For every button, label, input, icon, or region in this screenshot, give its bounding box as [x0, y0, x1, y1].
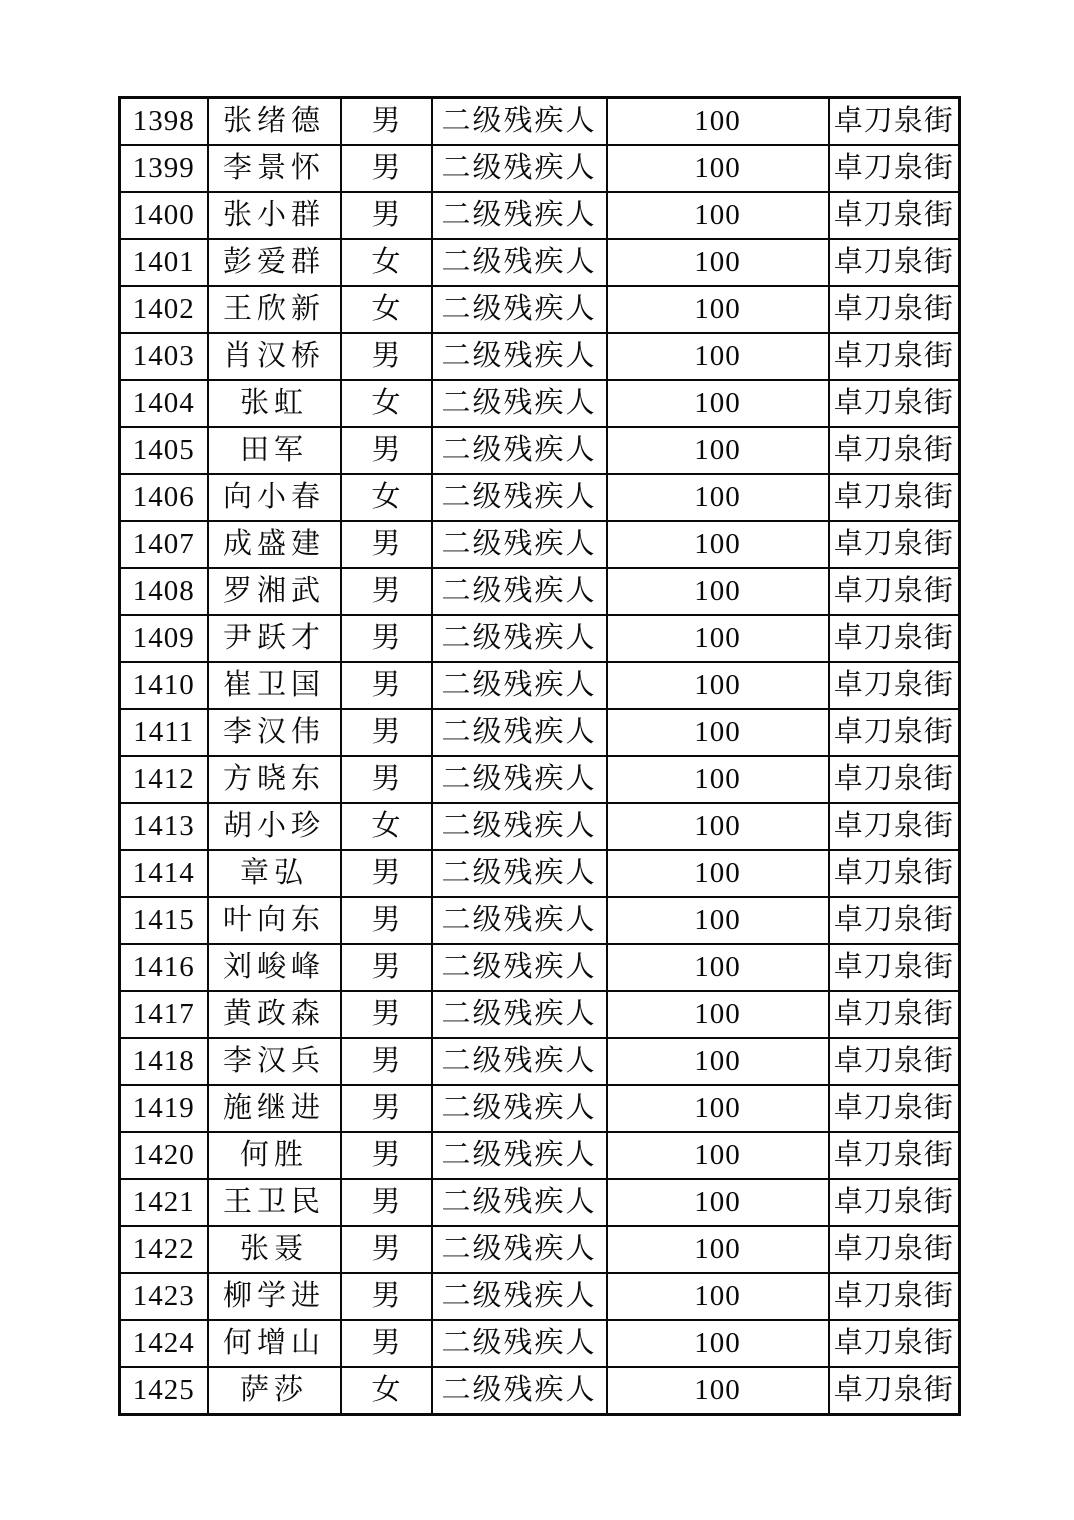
row-street-cell: 卓刀泉街: [829, 380, 960, 427]
row-gender-cell: 女: [341, 286, 432, 333]
row-gender-cell: 男: [341, 897, 432, 944]
row-category-cell: 二级残疾人: [432, 1273, 607, 1320]
row-street-cell: 卓刀泉街: [829, 897, 960, 944]
table-row: [120, 1179, 960, 1226]
row-name-cell: 施继进: [208, 1085, 341, 1132]
row-name-cell: 张绪德: [208, 98, 341, 146]
row-no-cell: 1414: [120, 850, 208, 897]
row-gender-cell: 女: [341, 380, 432, 427]
row-no-cell: 1413: [120, 803, 208, 850]
row-name-cell: 王欣新: [208, 286, 341, 333]
row-no-cell: 1407: [120, 521, 208, 568]
row-category-cell: 二级残疾人: [432, 615, 607, 662]
table-row: [120, 1132, 960, 1179]
row-no-cell: 1399: [120, 145, 208, 192]
row-name-cell: 张小群: [208, 192, 341, 239]
row-amount-cell: 100: [607, 662, 829, 709]
row-name-cell: 柳学进: [208, 1273, 341, 1320]
table-row: [120, 850, 960, 897]
row-name-cell: 何增山: [208, 1320, 341, 1367]
row-gender-cell: 男: [341, 1320, 432, 1367]
row-amount-cell: 100: [607, 474, 829, 521]
table-row: [120, 192, 960, 239]
row-gender-cell: 男: [341, 756, 432, 803]
row-category-cell: 二级残疾人: [432, 1132, 607, 1179]
row-gender-cell: 男: [341, 1179, 432, 1226]
row-amount-cell: 100: [607, 333, 829, 380]
row-category-cell: 二级残疾人: [432, 192, 607, 239]
row-gender-cell: 男: [341, 662, 432, 709]
table-row: [120, 1273, 960, 1320]
row-amount-cell: 100: [607, 709, 829, 756]
row-gender-cell: 男: [341, 991, 432, 1038]
row-gender-cell: 女: [341, 239, 432, 286]
row-gender-cell: 男: [341, 1085, 432, 1132]
row-category-cell: 二级残疾人: [432, 333, 607, 380]
row-name-cell: 田军: [208, 427, 341, 474]
row-amount-cell: 100: [607, 98, 829, 146]
table-row: [120, 145, 960, 192]
row-street-cell: 卓刀泉街: [829, 615, 960, 662]
row-street-cell: 卓刀泉街: [829, 427, 960, 474]
row-street-cell: 卓刀泉街: [829, 1273, 960, 1320]
row-amount-cell: 100: [607, 145, 829, 192]
row-category-cell: 二级残疾人: [432, 1179, 607, 1226]
row-category-cell: 二级残疾人: [432, 145, 607, 192]
row-name-cell: 方晓东: [208, 756, 341, 803]
row-no-cell: 1417: [120, 991, 208, 1038]
row-no-cell: 1402: [120, 286, 208, 333]
row-name-cell: 章弘: [208, 850, 341, 897]
table-row: [120, 615, 960, 662]
row-category-cell: 二级残疾人: [432, 662, 607, 709]
row-amount-cell: 100: [607, 1038, 829, 1085]
row-street-cell: 卓刀泉街: [829, 192, 960, 239]
row-amount-cell: 100: [607, 1273, 829, 1320]
row-no-cell: 1421: [120, 1179, 208, 1226]
row-category-cell: 二级残疾人: [432, 803, 607, 850]
table-row: [120, 1320, 960, 1367]
row-no-cell: 1419: [120, 1085, 208, 1132]
row-street-cell: 卓刀泉街: [829, 991, 960, 1038]
row-no-cell: 1404: [120, 380, 208, 427]
row-category-cell: 二级残疾人: [432, 991, 607, 1038]
row-street-cell: 卓刀泉街: [829, 286, 960, 333]
row-no-cell: 1415: [120, 897, 208, 944]
row-name-cell: 尹跃才: [208, 615, 341, 662]
row-name-cell: 罗湘武: [208, 568, 341, 615]
table-row: [120, 1226, 960, 1273]
row-category-cell: 二级残疾人: [432, 850, 607, 897]
row-name-cell: 李景怀: [208, 145, 341, 192]
row-amount-cell: 100: [607, 991, 829, 1038]
row-category-cell: 二级残疾人: [432, 1367, 607, 1415]
row-no-cell: 1418: [120, 1038, 208, 1085]
row-category-cell: 二级残疾人: [432, 521, 607, 568]
row-amount-cell: 100: [607, 850, 829, 897]
row-amount-cell: 100: [607, 521, 829, 568]
table-row: [120, 897, 960, 944]
row-category-cell: 二级残疾人: [432, 1038, 607, 1085]
row-name-cell: 张聂: [208, 1226, 341, 1273]
row-amount-cell: 100: [607, 897, 829, 944]
row-name-cell: 王卫民: [208, 1179, 341, 1226]
row-category-cell: 二级残疾人: [432, 1226, 607, 1273]
row-street-cell: 卓刀泉街: [829, 944, 960, 991]
row-gender-cell: 男: [341, 1038, 432, 1085]
table-row: [120, 662, 960, 709]
row-name-cell: 胡小珍: [208, 803, 341, 850]
row-name-cell: 李汉兵: [208, 1038, 341, 1085]
row-no-cell: 1410: [120, 662, 208, 709]
row-no-cell: 1425: [120, 1367, 208, 1415]
row-category-cell: 二级残疾人: [432, 474, 607, 521]
row-category-cell: 二级残疾人: [432, 239, 607, 286]
row-gender-cell: 男: [341, 1273, 432, 1320]
row-category-cell: 二级残疾人: [432, 756, 607, 803]
table-row: [120, 474, 960, 521]
row-gender-cell: 男: [341, 427, 432, 474]
table-row: [120, 709, 960, 756]
row-no-cell: 1401: [120, 239, 208, 286]
row-category-cell: 二级残疾人: [432, 897, 607, 944]
row-street-cell: 卓刀泉街: [829, 568, 960, 615]
row-gender-cell: 男: [341, 521, 432, 568]
row-no-cell: 1420: [120, 1132, 208, 1179]
row-amount-cell: 100: [607, 427, 829, 474]
row-amount-cell: 100: [607, 1367, 829, 1415]
row-no-cell: 1403: [120, 333, 208, 380]
row-name-cell: 崔卫国: [208, 662, 341, 709]
row-street-cell: 卓刀泉街: [829, 239, 960, 286]
row-street-cell: 卓刀泉街: [829, 1320, 960, 1367]
row-amount-cell: 100: [607, 1132, 829, 1179]
row-gender-cell: 男: [341, 1226, 432, 1273]
row-category-cell: 二级残疾人: [432, 944, 607, 991]
row-no-cell: 1409: [120, 615, 208, 662]
row-no-cell: 1405: [120, 427, 208, 474]
records-table: [118, 96, 961, 1416]
row-name-cell: 向小春: [208, 474, 341, 521]
row-no-cell: 1423: [120, 1273, 208, 1320]
row-amount-cell: 100: [607, 1320, 829, 1367]
row-street-cell: 卓刀泉街: [829, 1085, 960, 1132]
row-street-cell: 卓刀泉街: [829, 333, 960, 380]
row-street-cell: 卓刀泉街: [829, 756, 960, 803]
row-name-cell: 李汉伟: [208, 709, 341, 756]
row-street-cell: 卓刀泉街: [829, 1226, 960, 1273]
row-street-cell: 卓刀泉街: [829, 98, 960, 146]
row-gender-cell: 男: [341, 709, 432, 756]
table-row: [120, 1367, 960, 1415]
row-name-cell: 叶向东: [208, 897, 341, 944]
row-gender-cell: 男: [341, 944, 432, 991]
row-name-cell: 何胜: [208, 1132, 341, 1179]
row-amount-cell: 100: [607, 803, 829, 850]
records-table-body: [120, 98, 960, 1415]
row-name-cell: 成盛建: [208, 521, 341, 568]
row-street-cell: 卓刀泉街: [829, 850, 960, 897]
row-street-cell: 卓刀泉街: [829, 1179, 960, 1226]
table-row: [120, 803, 960, 850]
row-name-cell: 张虹: [208, 380, 341, 427]
row-gender-cell: 男: [341, 850, 432, 897]
row-gender-cell: 女: [341, 474, 432, 521]
row-name-cell: 肖汉桥: [208, 333, 341, 380]
row-street-cell: 卓刀泉街: [829, 803, 960, 850]
row-no-cell: 1398: [120, 98, 208, 146]
row-no-cell: 1408: [120, 568, 208, 615]
row-category-cell: 二级残疾人: [432, 427, 607, 474]
table-row: [120, 427, 960, 474]
row-category-cell: 二级残疾人: [432, 98, 607, 146]
table-row: [120, 756, 960, 803]
row-category-cell: 二级残疾人: [432, 568, 607, 615]
table-row: [120, 991, 960, 1038]
row-no-cell: 1411: [120, 709, 208, 756]
row-category-cell: 二级残疾人: [432, 286, 607, 333]
row-no-cell: 1400: [120, 192, 208, 239]
row-gender-cell: 男: [341, 333, 432, 380]
row-category-cell: 二级残疾人: [432, 1085, 607, 1132]
row-gender-cell: 女: [341, 803, 432, 850]
row-amount-cell: 100: [607, 568, 829, 615]
row-no-cell: 1416: [120, 944, 208, 991]
row-street-cell: 卓刀泉街: [829, 1038, 960, 1085]
row-amount-cell: 100: [607, 1085, 829, 1132]
row-amount-cell: 100: [607, 756, 829, 803]
row-amount-cell: 100: [607, 380, 829, 427]
table-row: [120, 98, 960, 146]
table-row: [120, 239, 960, 286]
row-street-cell: 卓刀泉街: [829, 521, 960, 568]
row-gender-cell: 女: [341, 1367, 432, 1415]
row-gender-cell: 男: [341, 192, 432, 239]
row-street-cell: 卓刀泉街: [829, 662, 960, 709]
row-gender-cell: 男: [341, 568, 432, 615]
table-row: [120, 944, 960, 991]
row-no-cell: 1412: [120, 756, 208, 803]
row-gender-cell: 男: [341, 145, 432, 192]
row-no-cell: 1406: [120, 474, 208, 521]
row-amount-cell: 100: [607, 615, 829, 662]
table-row: [120, 1038, 960, 1085]
row-amount-cell: 100: [607, 286, 829, 333]
row-amount-cell: 100: [607, 192, 829, 239]
row-name-cell: 刘峻峰: [208, 944, 341, 991]
row-street-cell: 卓刀泉街: [829, 1132, 960, 1179]
row-amount-cell: 100: [607, 239, 829, 286]
row-street-cell: 卓刀泉街: [829, 145, 960, 192]
row-no-cell: 1422: [120, 1226, 208, 1273]
table-row: [120, 286, 960, 333]
row-gender-cell: 男: [341, 615, 432, 662]
row-name-cell: 黄政森: [208, 991, 341, 1038]
row-street-cell: 卓刀泉街: [829, 709, 960, 756]
table-row: [120, 333, 960, 380]
row-gender-cell: 男: [341, 1132, 432, 1179]
row-amount-cell: 100: [607, 1179, 829, 1226]
table-row: [120, 521, 960, 568]
row-amount-cell: 100: [607, 1226, 829, 1273]
row-amount-cell: 100: [607, 944, 829, 991]
row-no-cell: 1424: [120, 1320, 208, 1367]
table-row: [120, 568, 960, 615]
row-category-cell: 二级残疾人: [432, 380, 607, 427]
row-street-cell: 卓刀泉街: [829, 474, 960, 521]
row-name-cell: 彭爱群: [208, 239, 341, 286]
table-row: [120, 380, 960, 427]
row-category-cell: 二级残疾人: [432, 1320, 607, 1367]
row-gender-cell: 男: [341, 98, 432, 146]
row-name-cell: 萨莎: [208, 1367, 341, 1415]
row-street-cell: 卓刀泉街: [829, 1367, 960, 1415]
table-row: [120, 1085, 960, 1132]
row-category-cell: 二级残疾人: [432, 709, 607, 756]
